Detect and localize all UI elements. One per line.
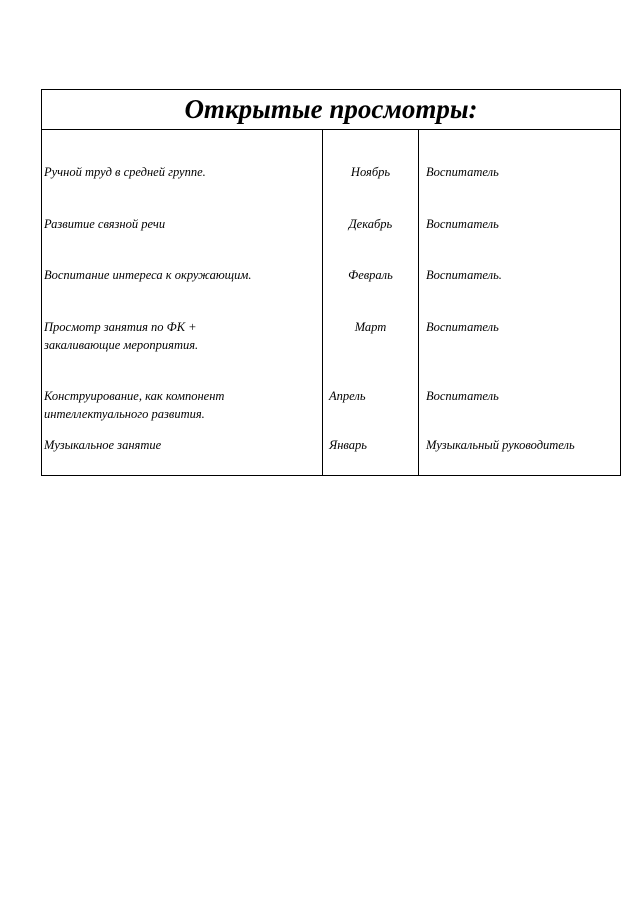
event-month: Февраль: [348, 268, 393, 282]
open-viewings-table: [41, 89, 621, 476]
event-responsible: Воспитатель: [426, 320, 499, 334]
event-month: Апрель: [329, 389, 366, 403]
table-title-row: [42, 90, 620, 130]
event-name-line2: закаливающие мероприятия.: [44, 338, 199, 352]
event-name: Музыкальное занятие: [44, 438, 162, 452]
event-month: Январь: [329, 438, 367, 452]
event-name: Конструирование, как компонент: [44, 389, 225, 403]
column-divider: [418, 130, 419, 475]
event-responsible: Воспитатель: [426, 389, 499, 403]
event-month: Ноябрь: [350, 165, 391, 179]
event-responsible: Музыкальный руководитель: [426, 438, 575, 452]
event-name: Воспитание интереса к окружающим.: [44, 268, 252, 282]
event-name: Ручной труд в средней группе.: [44, 165, 206, 179]
event-month: Декабрь: [348, 217, 393, 231]
column-divider: [322, 130, 323, 475]
table-title: Открытые просмотры:: [184, 94, 478, 124]
event-name: Просмотр занятия по ФК +: [44, 320, 197, 334]
event-responsible: Воспитатель: [426, 165, 499, 179]
event-name-line2: интеллектуального развития.: [44, 407, 205, 421]
event-name: Развитие связной речи: [44, 217, 166, 231]
event-responsible: Воспитатель: [426, 217, 499, 231]
event-responsible: Воспитатель.: [426, 268, 502, 282]
event-month: Март: [354, 320, 387, 334]
